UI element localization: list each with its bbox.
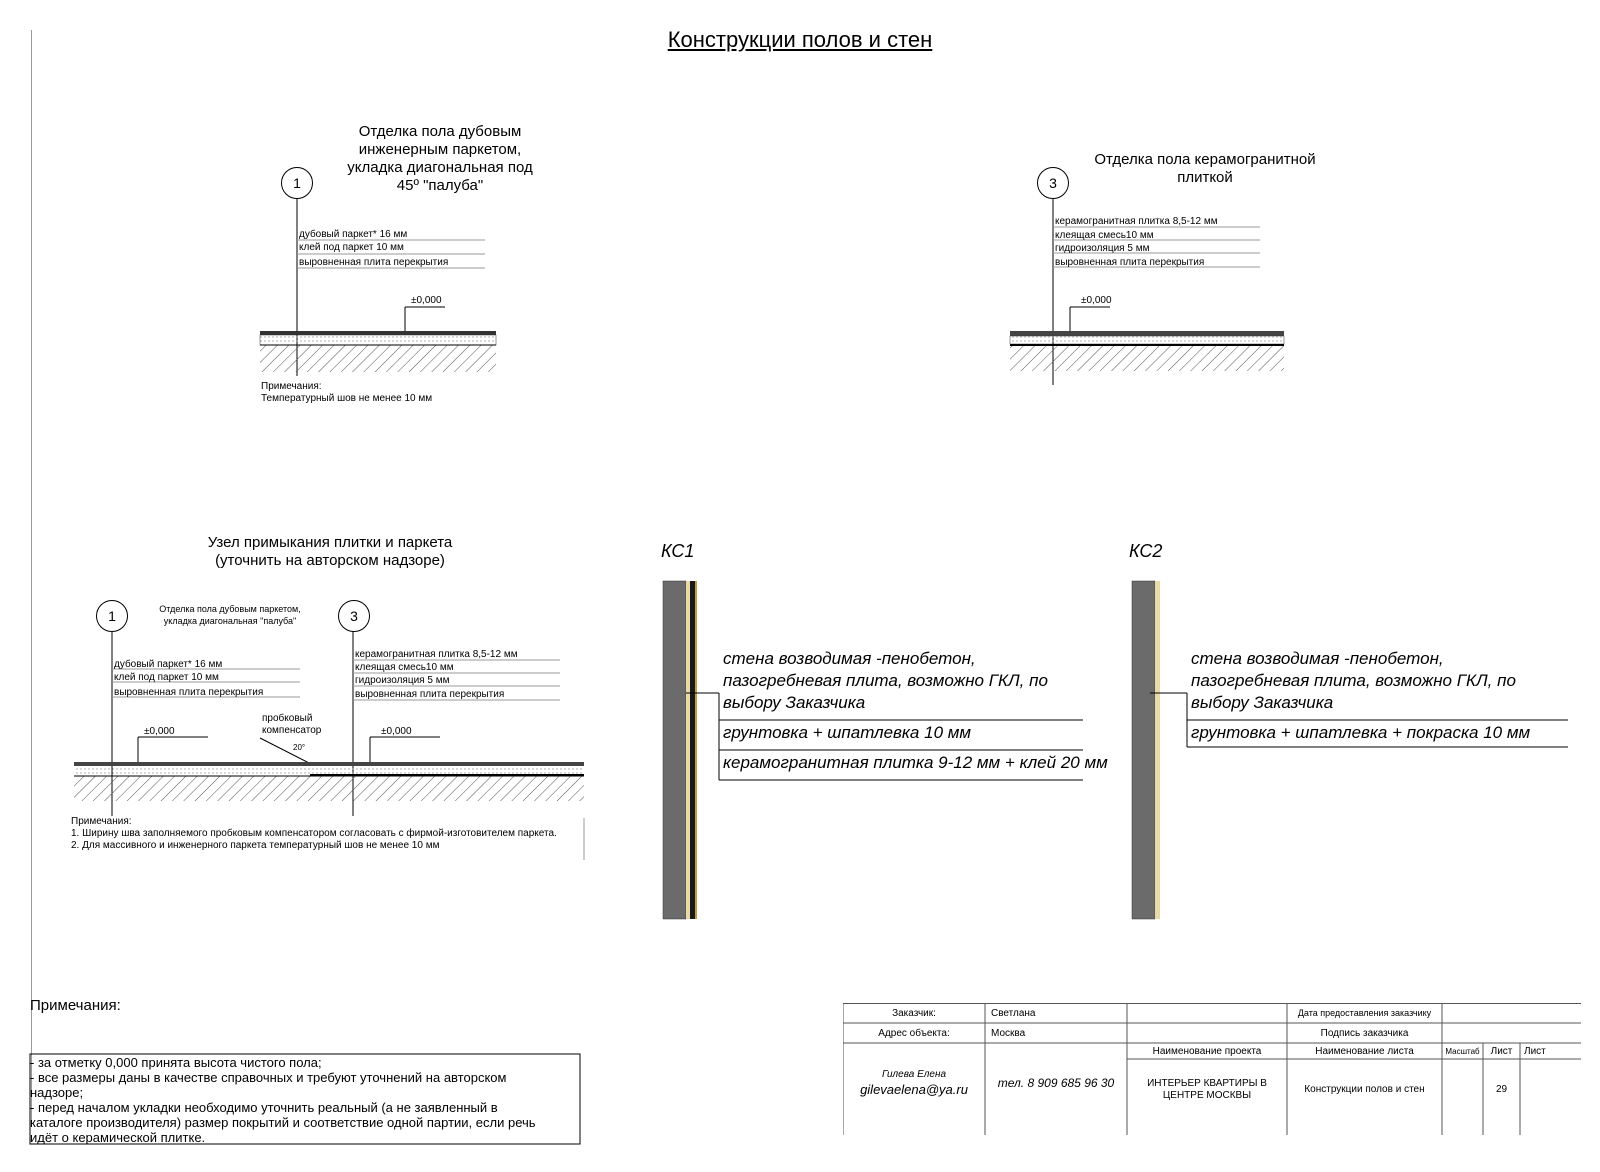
junction-right-layer-1: керамогранитная плитка 8,5-12 мм bbox=[355, 649, 518, 660]
kc2-label: КС2 bbox=[1129, 541, 1163, 561]
junction-angle: 20° bbox=[293, 743, 306, 752]
detail1-section bbox=[260, 196, 496, 376]
junction-level-left: ±0,000 bbox=[144, 726, 175, 737]
detail3-layer-1: керамогранитная плитка 8,5-12 мм bbox=[1055, 216, 1218, 227]
detail3-layer-2: клеящая смесь10 мм bbox=[1055, 230, 1154, 241]
stamp-project: ИНТЕРЬЕР КВАРТИРЫ В ЦЕНТРЕ МОСКВЫ bbox=[1147, 1078, 1267, 1101]
detail1-layer-2: клей под паркет 10 мм bbox=[299, 242, 404, 253]
junction-right-layer-3: гидроизоляция 5 мм bbox=[355, 675, 450, 686]
kc1-wall bbox=[663, 581, 1083, 919]
stamp-sheet-name: Конструкции полов и стен bbox=[1304, 1084, 1425, 1095]
title-block bbox=[843, 1003, 1581, 1135]
junction-note-2: 2. Для массивного и инженерного паркета температурный шов не менее 10 мм bbox=[71, 840, 440, 851]
stamp-email: gilevaelena@ya.ru bbox=[860, 1082, 968, 1097]
detail1-notes-title: Примечания: bbox=[261, 381, 322, 392]
junction-left-layer-2: клей под паркет 10 мм bbox=[114, 672, 219, 683]
junction-notes-title: Примечания: bbox=[71, 816, 132, 827]
junction-note-1: 1. Ширину шва заполняемого пробковым компенсатором согласовать с фирмой-изготовителем паркета. bbox=[71, 828, 557, 839]
kc2-layer-2: грунтовка + шпатлевка + покраска 10 мм bbox=[1191, 723, 1531, 742]
stamp-address-label: Адрес объекта: bbox=[878, 1028, 950, 1039]
stamp-customer: Светлана bbox=[991, 1008, 1036, 1019]
detail3-heading: Отделка пола керамогранитной плиткой bbox=[1094, 151, 1316, 186]
detail1-heading: Отделка пола дубовым инженерным паркетом, укладка диагональная под 45º "палуба" bbox=[347, 123, 533, 194]
junction-level-right: ±0,000 bbox=[381, 726, 412, 737]
stamp-scale-label: Масштаб bbox=[1445, 1047, 1480, 1056]
general-notes-title: Примечания: bbox=[30, 997, 121, 1014]
kc2-wall bbox=[1132, 581, 1568, 919]
detail1-marker: 1 bbox=[281, 167, 313, 199]
sheet-title: Конструкции полов и стен bbox=[667, 27, 933, 52]
stamp-address: Москва bbox=[991, 1028, 1026, 1039]
detail1-layer-1: дубовый паркет* 16 мм bbox=[299, 229, 408, 240]
stamp-sign-label: Подпись заказчика bbox=[1320, 1028, 1409, 1039]
junction-marker-left: 1 bbox=[96, 600, 128, 632]
general-notes: - за отметку 0,000 принята высота чистого пола; - все размеры даны в качестве справочных и требуют уточнений на авторском надзоре; - перед началом укладки необходимо уточнить реальный (а не заявленный в каталоге производителя) размер покрытий и соответствие одной партии, если речь идёт о керамической плитке. bbox=[30, 1055, 536, 1145]
junction-right-layer-4: выровненная плита перекрытия bbox=[355, 689, 505, 700]
detail3-layer-3: гидроизоляция 5 мм bbox=[1055, 243, 1150, 254]
detail1-layer-3: выровненная плита перекрытия bbox=[299, 257, 449, 268]
kc2-description: стена возводимая -пенобетон, пазогребневая плита, возможно ГКЛ, по выбору Заказчика bbox=[1191, 649, 1516, 712]
stamp-sheetname-label: Наименование листа bbox=[1315, 1046, 1414, 1057]
junction-left-layer-3: выровненная плита перекрытия bbox=[114, 687, 264, 698]
stamp-sheets-label: Лист bbox=[1524, 1046, 1546, 1057]
junction-marker-right: 3 bbox=[338, 600, 370, 632]
stamp-sheet-no: 29 bbox=[1495, 1084, 1508, 1095]
kc1-layer-3: керамогранитная плитка 9-12 мм + клей 20 мм bbox=[723, 753, 1108, 772]
detail3-marker: 3 bbox=[1037, 167, 1069, 199]
kc1-layer-2: грунтовка + шпатлевка 10 мм bbox=[723, 723, 972, 742]
stamp-customer-label: Заказчик: bbox=[892, 1008, 936, 1019]
stamp-author: Гилева Елена bbox=[881, 1069, 947, 1080]
detail3-level: ±0,000 bbox=[1081, 295, 1112, 306]
kc1-label: КС1 bbox=[661, 541, 695, 561]
junction-compensator-label: пробковый компенсатор bbox=[262, 713, 322, 736]
detail1-level: ±0,000 bbox=[411, 295, 442, 306]
stamp-date-label: Дата предоставления заказчику bbox=[1297, 1008, 1432, 1018]
stamp-phone: тел. 8 909 685 96 30 bbox=[997, 1076, 1115, 1090]
junction-left-heading: Отделка пола дубовым паркетом, укладка диагональная "палуба" bbox=[159, 604, 301, 626]
junction-right-layer-2: клеящая смесь10 мм bbox=[355, 662, 454, 673]
detail3-layer-4: выровненная плита перекрытия bbox=[1055, 257, 1205, 268]
stamp-project-label: Наименование проекта bbox=[1152, 1046, 1262, 1057]
detail1-note: Температурный шов не менее 10 мм bbox=[261, 393, 433, 404]
kc1-description: стена возводимая -пенобетон, пазогребневая плита, возможно ГКЛ, по выбору Заказчика bbox=[723, 649, 1048, 712]
stamp-sheet-label: Лист bbox=[1490, 1046, 1513, 1057]
junction-heading: Узел примыкания плитки и паркета (уточнить на авторском надзоре) bbox=[207, 534, 453, 569]
junction-left-layer-1: дубовый паркет* 16 мм bbox=[114, 659, 223, 670]
